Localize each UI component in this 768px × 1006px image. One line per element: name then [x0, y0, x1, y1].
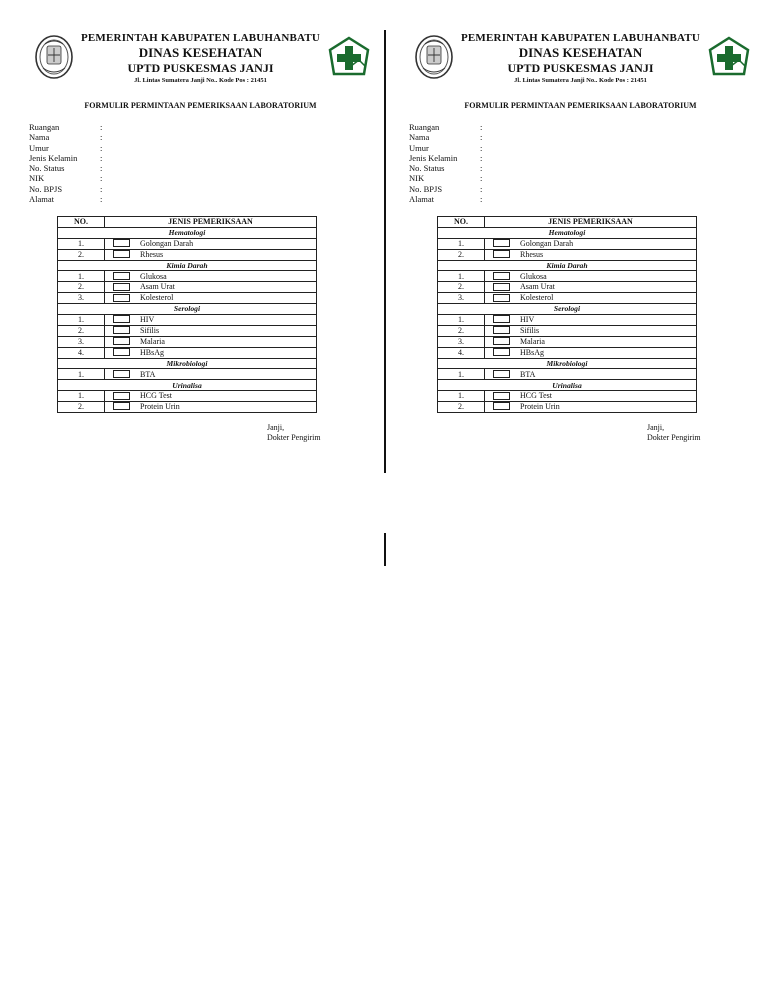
field-colon: : — [480, 173, 483, 184]
exam-label: Asam Urat — [140, 282, 175, 292]
table-row — [58, 347, 317, 358]
header-address: Jl. Lintas Sumatera Janji No.. Kode Pos : 21451 — [514, 77, 647, 84]
exam-item — [105, 347, 317, 358]
patient-field[interactable] — [409, 153, 609, 163]
header-government: PEMERINTAH KABUPATEN LABUHANBATU — [80, 32, 321, 44]
exam-item — [485, 325, 697, 336]
item-number: 2. — [438, 325, 485, 336]
exam-label: Sifilis — [140, 326, 160, 336]
exam-item — [485, 391, 697, 402]
exam-checkbox[interactable] — [493, 337, 510, 345]
patient-field[interactable] — [409, 173, 609, 183]
col-no-header: NO. — [438, 217, 485, 228]
col-exam-header: JENIS PEMERIKSAAN — [105, 217, 317, 228]
exam-table — [437, 216, 697, 413]
group-row — [438, 380, 697, 391]
exam-item — [485, 293, 697, 304]
patient-field[interactable] — [29, 143, 229, 153]
group-row — [438, 227, 697, 238]
exam-label: Golongan Darah — [520, 238, 574, 248]
exam-checkbox[interactable] — [113, 348, 130, 356]
exam-item — [105, 249, 317, 260]
patient-field[interactable] — [29, 163, 229, 173]
exam-label: BTA — [140, 369, 156, 379]
exam-label: Malaria — [520, 336, 545, 346]
item-number: 1. — [438, 369, 485, 380]
lab-request-form-left — [28, 30, 373, 450]
item-number: 2. — [438, 282, 485, 293]
table-row — [58, 249, 317, 260]
table-header-row — [58, 217, 317, 228]
field-colon: : — [100, 142, 103, 153]
signature-role: Dokter Pengirim — [647, 433, 701, 442]
table-row — [58, 391, 317, 402]
exam-checkbox[interactable] — [113, 272, 130, 280]
exam-label: Kolesterol — [140, 293, 174, 303]
patient-field[interactable] — [409, 194, 609, 204]
signature-role: Dokter Pengirim — [267, 433, 321, 442]
exam-checkbox[interactable] — [113, 250, 130, 258]
exam-checkbox[interactable] — [493, 326, 510, 334]
form-title: FORMULIR PERMINTAAN PEMERIKSAAN LABORATORIUM — [84, 101, 317, 110]
exam-label: HIV — [520, 315, 535, 325]
patient-field[interactable] — [29, 194, 229, 204]
field-label: Ruangan — [29, 122, 60, 132]
patient-field[interactable] — [29, 153, 229, 163]
letterhead — [28, 30, 373, 86]
field-colon: : — [100, 163, 103, 174]
table-row — [58, 369, 317, 380]
group-row — [58, 227, 317, 238]
patient-field[interactable] — [29, 122, 229, 132]
exam-label: HBsAg — [140, 347, 165, 357]
exam-checkbox[interactable] — [493, 348, 510, 356]
field-colon: : — [480, 132, 483, 143]
exam-item — [105, 271, 317, 282]
col-no-header: NO. — [58, 217, 105, 228]
patient-field[interactable] — [409, 163, 609, 173]
field-colon: : — [480, 194, 483, 205]
group-row — [58, 358, 317, 369]
item-number: 3. — [58, 336, 105, 347]
exam-checkbox[interactable] — [493, 283, 510, 291]
group-row — [58, 380, 317, 391]
item-number: 1. — [58, 369, 105, 380]
exam-checkbox[interactable] — [493, 315, 510, 323]
signature-place: Janji, — [267, 423, 285, 432]
item-number: 3. — [438, 336, 485, 347]
item-number: 2. — [58, 282, 105, 293]
group-name: Hematologi — [58, 227, 317, 238]
letterhead — [408, 30, 753, 86]
group-row — [438, 304, 697, 315]
patient-field[interactable] — [29, 173, 229, 183]
group-name: Kimia Darah — [438, 260, 697, 271]
table-row — [58, 293, 317, 304]
item-number: 2. — [438, 249, 485, 260]
item-number: 1. — [438, 391, 485, 402]
exam-label: Sifilis — [520, 326, 540, 336]
group-name: Kimia Darah — [58, 260, 317, 271]
group-row — [438, 358, 697, 369]
item-number: 1. — [438, 238, 485, 249]
exam-checkbox[interactable] — [113, 370, 130, 378]
group-name: Serologi — [58, 304, 317, 315]
exam-item — [485, 249, 697, 260]
exam-checkbox[interactable] — [493, 294, 510, 302]
header-government: PEMERINTAH KABUPATEN LABUHANBATU — [460, 32, 701, 44]
divider-line-upper — [384, 30, 386, 473]
item-number: 1. — [58, 238, 105, 249]
field-colon: : — [100, 183, 103, 194]
field-label: No. BPJS — [29, 183, 63, 194]
patient-fields — [29, 122, 229, 204]
field-label: Jenis Kelamin — [29, 152, 78, 163]
exam-item — [105, 391, 317, 402]
item-number: 2. — [58, 325, 105, 336]
table-row — [438, 402, 697, 413]
exam-item — [485, 347, 697, 358]
exam-label: HCG Test — [140, 391, 172, 401]
field-label: Umur — [29, 142, 49, 153]
table-row — [438, 336, 697, 347]
exam-label: Glukosa — [520, 271, 547, 281]
exam-item — [105, 369, 317, 380]
table-row — [438, 347, 697, 358]
exam-checkbox[interactable] — [113, 315, 130, 323]
exam-checkbox[interactable] — [113, 326, 130, 334]
patient-field[interactable] — [29, 132, 229, 142]
item-number: 4. — [438, 347, 485, 358]
field-colon: : — [480, 142, 483, 153]
group-name: Urinalisa — [438, 380, 697, 391]
field-colon: : — [100, 152, 103, 163]
item-number: 1. — [58, 391, 105, 402]
field-colon: : — [480, 163, 483, 174]
exam-label: Malaria — [140, 336, 165, 346]
patient-field[interactable] — [409, 184, 609, 194]
field-label: Umur — [409, 142, 429, 153]
item-number: 3. — [58, 293, 105, 304]
item-number: 1. — [438, 315, 485, 326]
exam-checkbox[interactable] — [493, 402, 510, 410]
item-number: 2. — [58, 402, 105, 413]
item-number: 1. — [58, 271, 105, 282]
field-label: Alamat — [409, 194, 435, 205]
exam-label: Rhesus — [140, 249, 164, 259]
item-number: 1. — [58, 315, 105, 326]
item-number: 2. — [438, 402, 485, 413]
table-row — [58, 402, 317, 413]
exam-label: Protein Urin — [520, 402, 560, 412]
group-row — [58, 260, 317, 271]
item-number: 3. — [438, 293, 485, 304]
field-colon: : — [100, 132, 103, 143]
signature-block — [267, 423, 321, 443]
patient-field[interactable] — [29, 184, 229, 194]
header-puskesmas: UPTD PUSKESMAS JANJI — [127, 61, 274, 75]
field-colon: : — [100, 122, 103, 132]
exam-label: HBsAg — [520, 347, 545, 357]
exam-label: HCG Test — [520, 391, 552, 401]
group-name: Urinalisa — [58, 380, 317, 391]
header-department: DINAS KESEHATAN — [518, 45, 643, 60]
header-puskesmas: UPTD PUSKESMAS JANJI — [507, 61, 654, 75]
lab-request-form-right — [408, 30, 753, 450]
exam-checkbox[interactable] — [113, 337, 130, 345]
header-address: Jl. Lintas Sumatera Janji No.. Kode Pos : 21451 — [134, 77, 267, 84]
group-name: Serologi — [438, 304, 697, 315]
col-exam-header: JENIS PEMERIKSAAN — [485, 217, 697, 228]
group-name: Hematologi — [438, 227, 697, 238]
exam-checkbox[interactable] — [113, 294, 130, 302]
field-label: Alamat — [29, 194, 55, 205]
signature-place: Janji, — [647, 423, 665, 432]
table-row — [438, 282, 697, 293]
exam-checkbox[interactable] — [113, 239, 130, 247]
header-department: DINAS KESEHATAN — [138, 45, 263, 60]
exam-label: Golongan Darah — [140, 238, 194, 248]
group-row — [58, 304, 317, 315]
divider-line-lower — [384, 533, 386, 566]
exam-label: Kolesterol — [520, 293, 554, 303]
table-row — [58, 315, 317, 326]
table-row — [438, 271, 697, 282]
table-row — [438, 249, 697, 260]
exam-item — [105, 402, 317, 413]
item-number: 2. — [58, 249, 105, 260]
exam-checkbox[interactable] — [493, 239, 510, 247]
exam-item — [485, 336, 697, 347]
group-name: Mikrobiologi — [438, 358, 697, 369]
table-row — [438, 369, 697, 380]
patient-fields — [409, 122, 609, 204]
exam-label: Rhesus — [520, 249, 544, 259]
exam-label: Protein Urin — [140, 402, 180, 412]
exam-item — [105, 282, 317, 293]
exam-item — [485, 369, 697, 380]
field-label: NIK — [409, 173, 425, 184]
exam-table — [57, 216, 317, 413]
field-label: No. BPJS — [409, 183, 443, 194]
field-colon: : — [100, 173, 103, 184]
field-label: No. Status — [29, 163, 65, 174]
field-label: Nama — [29, 132, 50, 143]
exam-checkbox[interactable] — [493, 370, 510, 378]
patient-field[interactable] — [409, 143, 609, 153]
exam-checkbox[interactable] — [113, 283, 130, 291]
patient-field[interactable] — [409, 122, 609, 132]
item-number: 1. — [438, 271, 485, 282]
patient-field[interactable] — [409, 132, 609, 142]
field-label: Jenis Kelamin — [409, 152, 458, 163]
puskesmas-cross-icon — [327, 36, 371, 80]
group-row — [438, 260, 697, 271]
table-row — [438, 391, 697, 402]
exam-label: HIV — [140, 315, 155, 325]
field-label: Ruangan — [409, 122, 440, 132]
table-row — [58, 271, 317, 282]
exam-item — [485, 282, 697, 293]
table-row — [438, 238, 697, 249]
exam-checkbox[interactable] — [493, 250, 510, 258]
exam-item — [105, 315, 317, 326]
exam-item — [105, 336, 317, 347]
exam-checkbox[interactable] — [113, 402, 130, 410]
exam-label: Glukosa — [140, 271, 167, 281]
puskesmas-cross-icon — [707, 36, 751, 80]
exam-item — [105, 325, 317, 336]
form-title: FORMULIR PERMINTAAN PEMERIKSAAN LABORATORIUM — [464, 101, 697, 110]
table-row — [58, 336, 317, 347]
table-row — [438, 325, 697, 336]
field-colon: : — [480, 183, 483, 194]
table-row — [58, 282, 317, 293]
exam-label: BTA — [520, 369, 536, 379]
exam-item — [105, 293, 317, 304]
table-row — [438, 293, 697, 304]
exam-item — [105, 238, 317, 249]
signature-block — [647, 423, 701, 443]
field-label: Nama — [409, 132, 430, 143]
exam-item — [485, 238, 697, 249]
field-colon: : — [480, 122, 483, 132]
exam-checkbox[interactable] — [113, 392, 130, 400]
exam-checkbox[interactable] — [493, 392, 510, 400]
field-colon: : — [480, 152, 483, 163]
field-label: NIK — [29, 173, 45, 184]
field-label: No. Status — [409, 163, 445, 174]
exam-item — [485, 271, 697, 282]
group-name: Mikrobiologi — [58, 358, 317, 369]
item-number: 4. — [58, 347, 105, 358]
exam-item — [485, 315, 697, 326]
table-header-row — [438, 217, 697, 228]
table-row — [438, 315, 697, 326]
table-row — [58, 238, 317, 249]
exam-checkbox[interactable] — [493, 272, 510, 280]
field-colon: : — [100, 194, 103, 205]
exam-label: Asam Urat — [520, 282, 555, 292]
exam-item — [485, 402, 697, 413]
table-row — [58, 325, 317, 336]
